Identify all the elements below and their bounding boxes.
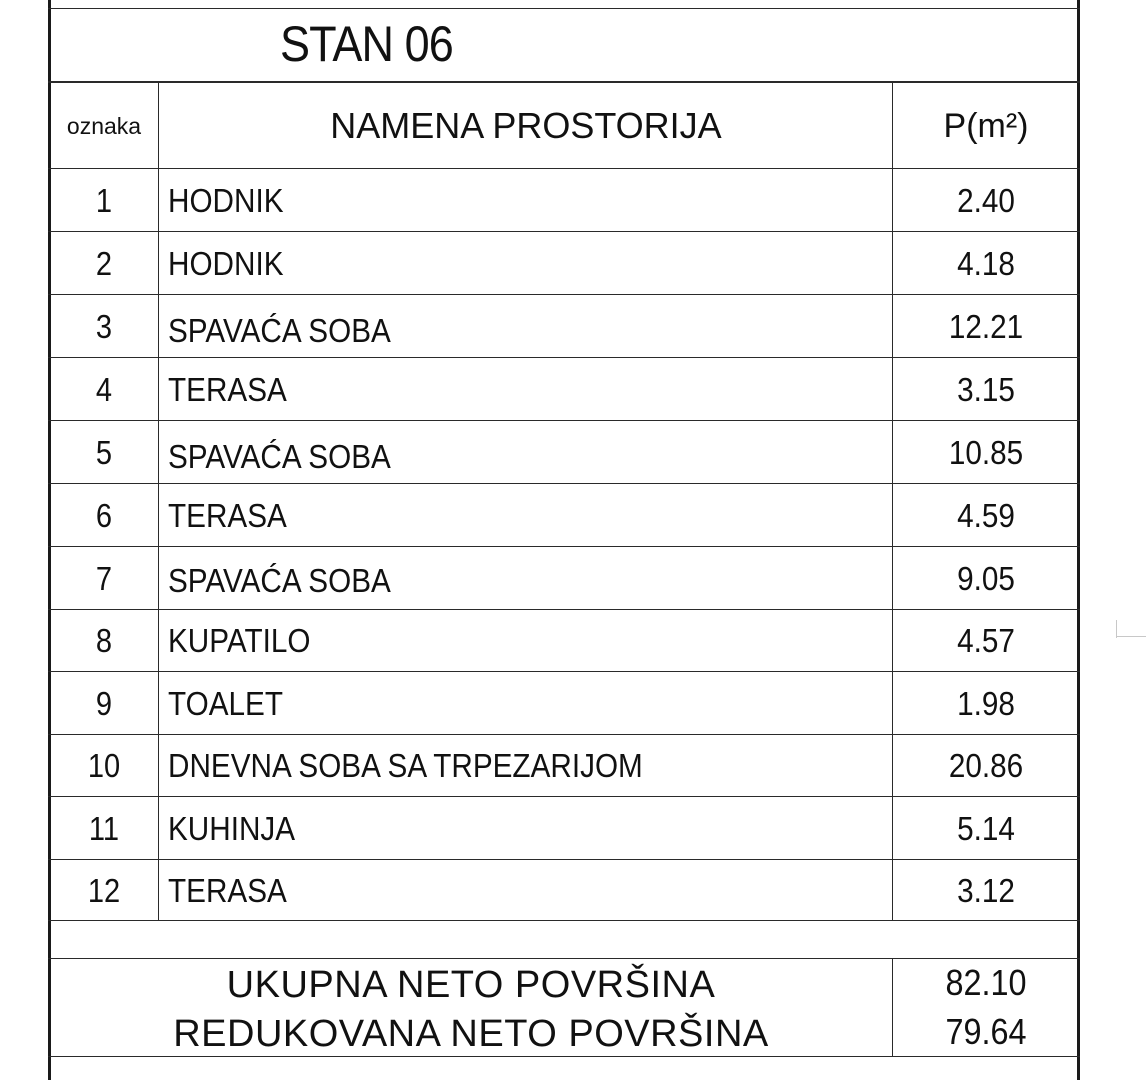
row-number: 3 — [95, 307, 113, 345]
room-area: 4.59 — [957, 496, 1015, 534]
header-namena: NAMENA PROSTORIJA — [330, 105, 722, 146]
row-divider — [48, 734, 1080, 735]
rows-end-divider — [48, 920, 1080, 921]
row-divider — [48, 420, 1080, 421]
room-name: TOALET — [168, 684, 283, 722]
room-name: TERASA — [168, 370, 287, 408]
total-neto-value: 82.10 — [945, 962, 1027, 1003]
column-divider-area — [892, 81, 893, 920]
room-area: 4.57 — [957, 622, 1015, 659]
row-divider — [48, 231, 1080, 232]
room-name: DNEVNA SOBA SA TRPEZARIJOM — [168, 747, 643, 784]
room-area: 20.86 — [948, 747, 1024, 784]
row-divider — [48, 859, 1080, 860]
row-number: 10 — [87, 747, 121, 784]
row-number: 8 — [95, 622, 113, 659]
row-number: 7 — [95, 559, 113, 597]
room-area: 5.14 — [957, 809, 1015, 847]
room-area: 10.85 — [948, 433, 1024, 471]
reduced-neto-value: 79.64 — [945, 1011, 1027, 1052]
row-number: 1 — [95, 181, 113, 219]
row-number: 9 — [95, 684, 113, 722]
title-divider — [48, 81, 1080, 83]
room-name: KUPATILO — [168, 622, 311, 659]
reduced-neto-label: REDUKOVANA NETO POVRŠINA — [173, 1012, 769, 1055]
room-name: HODNIK — [168, 181, 284, 219]
row-divider — [48, 796, 1080, 797]
row-divider — [48, 294, 1080, 295]
room-name: SPAVAĆA SOBA — [168, 311, 391, 349]
room-area: 12.21 — [948, 307, 1024, 345]
column-divider-totals — [892, 958, 893, 1056]
room-area: 3.15 — [957, 370, 1015, 408]
page-title: STAN 06 — [280, 16, 453, 72]
room-area: 4.18 — [957, 244, 1015, 282]
header-area: P(m²) — [943, 106, 1029, 145]
row-number: 2 — [95, 244, 113, 282]
room-area: 3.12 — [957, 871, 1015, 909]
room-name: SPAVAĆA SOBA — [168, 561, 391, 599]
row-number: 6 — [95, 496, 113, 534]
room-name: SPAVAĆA SOBA — [168, 437, 391, 475]
room-name: TERASA — [168, 871, 287, 909]
room-area: 9.05 — [957, 559, 1015, 597]
total-neto-label: UKUPNA NETO POVRŠINA — [226, 963, 716, 1006]
room-name: TERASA — [168, 496, 287, 534]
room-name: HODNIK — [168, 244, 284, 282]
row-number: 5 — [95, 433, 113, 471]
room-area: 1.98 — [957, 684, 1015, 722]
row-number: 4 — [95, 370, 113, 408]
row-divider — [48, 671, 1080, 672]
adjacent-drawing-line — [1116, 620, 1117, 638]
row-number: 11 — [88, 809, 120, 847]
column-divider-oznaka — [158, 81, 159, 920]
room-name: KUHINJA — [168, 809, 296, 847]
row-number: 12 — [87, 871, 121, 909]
header-oznaka: oznaka — [66, 112, 142, 139]
adjacent-drawing-line — [1116, 636, 1146, 637]
room-area: 2.40 — [957, 181, 1015, 219]
header-divider — [48, 168, 1080, 169]
row-divider — [48, 546, 1080, 547]
